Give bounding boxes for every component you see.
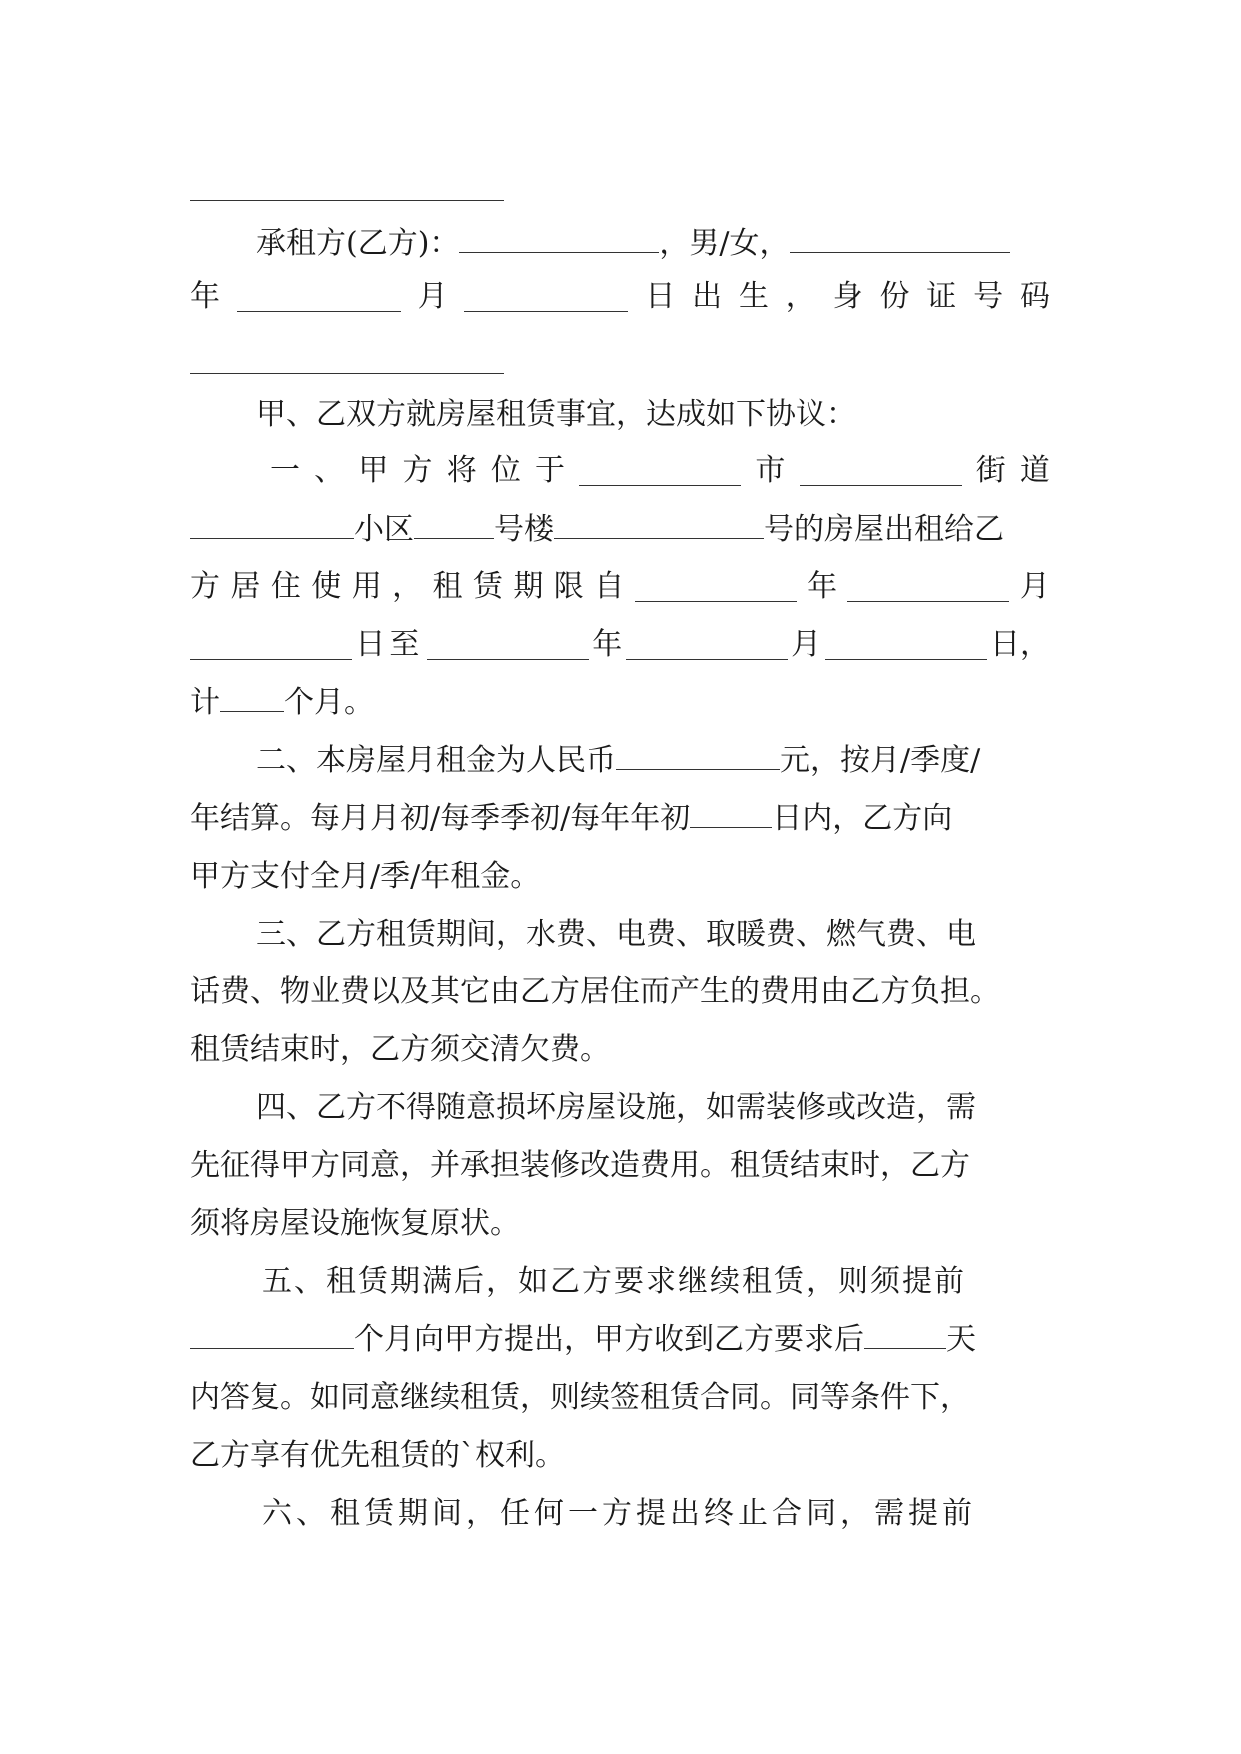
- text-segment: 码: [1019, 279, 1050, 314]
- fill-in-blank: [690, 799, 772, 828]
- fill-in-blank: [626, 631, 788, 660]
- text-segment: 天: [946, 1322, 976, 1357]
- text-segment: 六、租赁期间，任何一方提出终止合同，需提前: [262, 1496, 976, 1531]
- clause-5-line-3: [190, 1376, 1050, 1420]
- text-segment: 甲、乙双方就房屋租赁事宜，达成如下协议：: [256, 397, 856, 432]
- text-segment: 小区: [354, 512, 414, 547]
- fill-in-blank: [464, 283, 628, 312]
- text-segment: 计: [190, 685, 220, 720]
- text-segment: 住: [270, 569, 301, 604]
- agreement-intro: [256, 393, 1116, 437]
- fill-in-blank: [459, 224, 659, 253]
- text-segment: 、: [314, 453, 345, 488]
- fill-in-blank: [414, 510, 494, 539]
- clause-4-line-1: [256, 1086, 1116, 1130]
- text-segment: 市: [755, 453, 786, 488]
- clause-3-line-3: [190, 1028, 1050, 1072]
- birth-line: [190, 275, 1050, 319]
- text-segment: 甲方支付全月/季/年租金。: [190, 859, 541, 894]
- clause-6-line-1: [262, 1492, 1122, 1536]
- text-segment: 日，: [989, 627, 1050, 662]
- text-segment: 须将房屋设施恢复原状。: [190, 1206, 520, 1241]
- text-segment: 月: [791, 627, 822, 662]
- fill-in-blank: [825, 631, 987, 660]
- tenant-line: [256, 222, 1050, 266]
- text-segment: 日内，乙方向: [772, 801, 953, 836]
- text-segment: 生: [738, 279, 769, 314]
- text-segment: 话费、物业费以及其它由乙方居住而产生的费用由乙方负担。: [190, 974, 1000, 1009]
- text-segment: 甲: [358, 453, 389, 488]
- fill-in-blank: [864, 1320, 946, 1349]
- text-segment: 份: [879, 279, 910, 314]
- clause-5-line-1: [262, 1260, 1122, 1304]
- text-segment: 月: [417, 279, 448, 314]
- clause-1-line-1: [270, 449, 1050, 493]
- clause-1-line-5: [190, 681, 1050, 725]
- text-segment: 二、本房屋月租金为人民币: [256, 743, 616, 778]
- text-segment: 个月向甲方提出，甲方收到乙方要求后: [354, 1322, 864, 1357]
- fill-in-blank: [220, 683, 284, 712]
- text-segment: 日: [645, 279, 676, 314]
- text-segment: 月: [1019, 569, 1050, 604]
- clause-4-line-3: [190, 1202, 1050, 1246]
- clause-2-line-1: [256, 739, 1050, 783]
- fill-in-blank: [616, 741, 780, 770]
- text-segment: 证: [926, 279, 957, 314]
- fill-in-blank: [790, 224, 1010, 253]
- blank-rule: [190, 373, 504, 374]
- clause-2-line-2: [190, 797, 1050, 841]
- text-segment: 方: [190, 569, 220, 604]
- text-segment: 一: [270, 453, 300, 488]
- blank-rule: [190, 200, 504, 201]
- text-segment: 号的房屋出租给乙: [764, 512, 1004, 547]
- clause-5-line-2: [190, 1318, 1050, 1362]
- text-segment: 四、乙方不得随意损坏房屋设施，如需装修或改造，需: [256, 1090, 976, 1125]
- clause-3-line-1: [256, 913, 1116, 957]
- text-segment: 街: [975, 453, 1006, 488]
- fill-in-blank: [190, 510, 354, 539]
- text-segment: 承租方(乙方)：: [256, 226, 460, 261]
- text-segment: 号: [973, 279, 1004, 314]
- text-segment: 年: [592, 627, 623, 662]
- text-segment: 日至: [355, 627, 424, 662]
- text-segment: 三、乙方租赁期间，水费、电费、取暖费、燃气费、电: [256, 917, 976, 952]
- text-segment: 年结算。每月月初/每季季初/每年年初: [190, 801, 691, 836]
- text-segment: 出: [692, 279, 723, 314]
- fill-in-blank: [190, 631, 352, 660]
- text-segment: 道: [1019, 453, 1050, 488]
- text-segment: 用: [351, 569, 382, 604]
- text-segment: 五、租赁期满后，如乙方要求继续租赁，则须提前: [262, 1264, 966, 1299]
- text-segment: 个月。: [284, 685, 374, 720]
- text-segment: 乙方享有优先租赁的`权利。: [190, 1438, 565, 1473]
- text-segment: 租赁结束时，乙方须交清欠费。: [190, 1032, 610, 1067]
- fill-in-blank: [847, 573, 1009, 602]
- clause-2-line-3: [190, 855, 1050, 899]
- text-segment: 使: [311, 569, 342, 604]
- text-segment: 元，按月/季度/: [780, 743, 981, 778]
- fill-in-blank: [800, 457, 962, 486]
- clause-1-line-4: [190, 623, 1050, 667]
- text-segment: 自: [594, 569, 625, 604]
- text-segment: ，: [392, 569, 423, 604]
- text-segment: 居: [230, 569, 261, 604]
- text-segment: 期: [513, 569, 544, 604]
- text-segment: 限: [553, 569, 584, 604]
- text-segment: 先征得甲方同意，并承担装修改造费用。租赁结束时，乙方: [190, 1148, 970, 1183]
- text-segment: 于: [535, 453, 566, 488]
- clause-1-line-2: [190, 508, 1050, 552]
- text-segment: 年: [190, 279, 220, 314]
- text-segment: 身: [832, 279, 863, 314]
- text-segment: 将: [446, 453, 477, 488]
- clause-1-line-3: [190, 565, 1050, 609]
- clause-5-line-4: [190, 1434, 1050, 1478]
- fill-in-blank: [635, 573, 797, 602]
- text-segment: 租: [432, 569, 463, 604]
- text-segment: 号楼: [494, 512, 554, 547]
- fill-in-blank: [579, 457, 741, 486]
- clause-4-line-2: [190, 1144, 1050, 1188]
- text-segment: 赁: [472, 569, 503, 604]
- fill-in-blank: [554, 510, 764, 539]
- text-segment: ，: [785, 279, 816, 314]
- fill-in-blank: [237, 283, 401, 312]
- text-segment: 内答复。如同意继续租赁，则续签租赁合同。同等条件下，: [190, 1380, 970, 1415]
- clause-3-line-2: [190, 970, 1050, 1014]
- text-segment: ，男/女，: [659, 226, 790, 261]
- text-segment: 年: [807, 569, 838, 604]
- fill-in-blank: [190, 1320, 354, 1349]
- text-segment: 位: [490, 453, 521, 488]
- text-segment: 方: [402, 453, 433, 488]
- fill-in-blank: [427, 631, 589, 660]
